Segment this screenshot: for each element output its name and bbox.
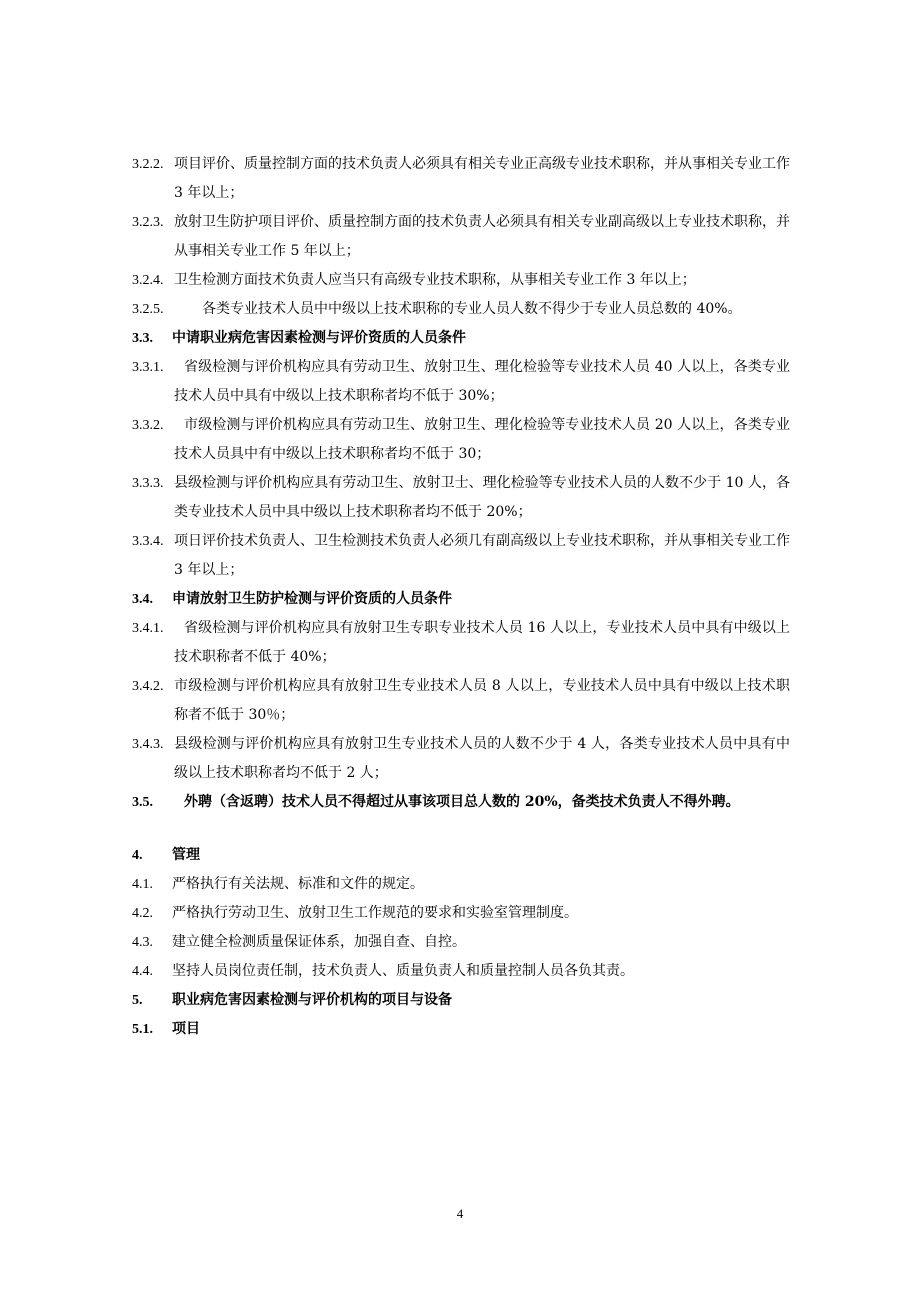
clause-3-3-2 [132,411,790,469]
clause-3-3-1 [132,353,790,411]
clause-3-3-3 [132,469,790,527]
clause-number: 3.3.1. [132,360,164,375]
clause-number: 4.3. [132,935,153,950]
clause-3-4-2 [132,672,790,730]
section-heading-5 [132,986,790,1015]
clause-text: 放射卫生防护项目评价、质量控制方面的技术负责人必须具有相关专业副高级以上专业技术职称，并从事相关专业工作 5 年以上； [174,214,790,259]
section-number: 5. [132,993,143,1008]
clause-text: 市级检测与评价机构应具有放射卫生专业技术人员 8 人以上，专业技术人员中具有中级以上技术职称者不低于 30％； [174,678,790,723]
clause-number: 3.3.3. [132,476,164,491]
section-number: 3.4. [132,592,153,607]
clause-4-2 [132,899,790,928]
section-heading-4 [132,841,790,870]
clause-text: 严格执行有关法规、标准和文件的规定。 [172,876,424,892]
clause-text: 项日评价技术负责人、卫生检测技术负责人必须几有副高级以上专业技术职称，并从事相关专业工作 3 年以上； [174,533,790,578]
clause-text: 建立健全检测质量保证体系，加强自查、自控。 [172,934,466,950]
clause-text: 省级检测与评价机构应具有放射卫生专职专业技术人员 16 人以上，专业技术人员中具有中级以上技术职称者不低于 40%； [174,620,790,665]
section-3-5-bold-clause [132,788,790,817]
section-number: 4. [132,848,143,863]
clause-4-4 [132,957,790,986]
clause-number: 3.2.2. [132,157,164,172]
page-number: 4 [456,1206,464,1221]
clause-3-2-2 [132,150,790,208]
clause-number: 4.1. [132,877,153,892]
section-heading-3-4 [132,585,790,614]
document-body [132,150,790,1044]
clause-3-2-4 [132,266,790,295]
clause-number: 3.3.2. [132,418,164,433]
section-title: 申请放射卫生防护检测与评价资质的人员条件 [172,591,452,607]
clause-text: 各类专业技术人员中中级以上技术职称的专业人员人数不得少于专业人员总数的 40%。 [202,301,742,317]
clause-number: 3.4.1. [132,621,164,636]
clause-3-2-3 [132,208,790,266]
clause-text: 卫生检测方面技术负责人应当只有高级专业技术职称，从事相关专业工作 3 年以上； [174,272,696,288]
clause-number: 4.4. [132,964,153,979]
section-number: 3.5. [132,795,153,810]
clause-text: 严格执行劳动卫生、放射卫生工作规范的要求和实验室管理制度。 [172,905,578,921]
clause-number: 3.2.5. [132,302,164,317]
clause-number: 3.2.3. [132,215,164,230]
clause-number: 3.4.2. [132,679,164,694]
section-heading-5-1 [132,1015,790,1044]
clause-number: 3.3.4. [132,534,164,549]
section-number: 5.1. [132,1022,153,1037]
clause-3-3-4 [132,527,790,585]
clause-text: 市级检测与评价机构应具有劳动卫生、放射卫生、理化检验等专业技术人员 20 人以上，各类专业技术人员具中有中级以上技术职称者均不低于 30； [174,417,790,462]
section-text: 外聘（含返聘）技术人员不得超过从事该项目总人数的 20%，备类技术负责人不得外聘。 [184,794,740,810]
clause-3-2-5 [132,295,790,324]
clause-3-4-1 [132,614,790,672]
clause-number: 3.4.3. [132,737,164,752]
clause-text: 县级检测与评价机构应具有劳动卫生、放射卫士、理化检验等专业技术人员的人数不少于 10 人，各类专业技术人员中具中级以上技术职称者均不低于 20%； [174,475,790,520]
section-heading-3-3 [132,324,790,353]
section-title: 中请职业病危害因素检测与评价资质的人员条件 [172,330,466,346]
clause-text: 坚持人员岗位责任制，技术负责人、质量负责人和质量控制人员各负其责。 [172,963,634,979]
clause-text: 省级检测与评价机构应具有劳动卫生、放射卫生、理化检验等专业技术人员 40 人以上，各类专业技术人员中具有中级以上技术职称者均不低于 30%； [174,359,790,404]
clause-number: 4.2. [132,906,153,921]
clause-number: 3.2.4. [132,273,164,288]
clause-4-1 [132,870,790,899]
clause-text: 县级检测与评价机构应具有放射卫生专业技术人员的人数不少于 4 人，各类专业技术人员中具有中级以上技术职称者均不低于 2 人； [174,736,790,781]
section-title: 项目 [172,1021,200,1037]
section-title: 职业病危害因素检测与评价机构的项目与设备 [172,992,452,1008]
section-spacer [132,817,790,841]
clause-3-4-3 [132,730,790,788]
section-number: 3.3. [132,331,153,346]
clause-text: 项目评价、质量控制方面的技术负责人必须具有相关专业正高级专业技术职称，并从事相关专业工作 3 年以上； [174,156,790,201]
section-title: 管理 [172,847,200,863]
clause-4-3 [132,928,790,957]
